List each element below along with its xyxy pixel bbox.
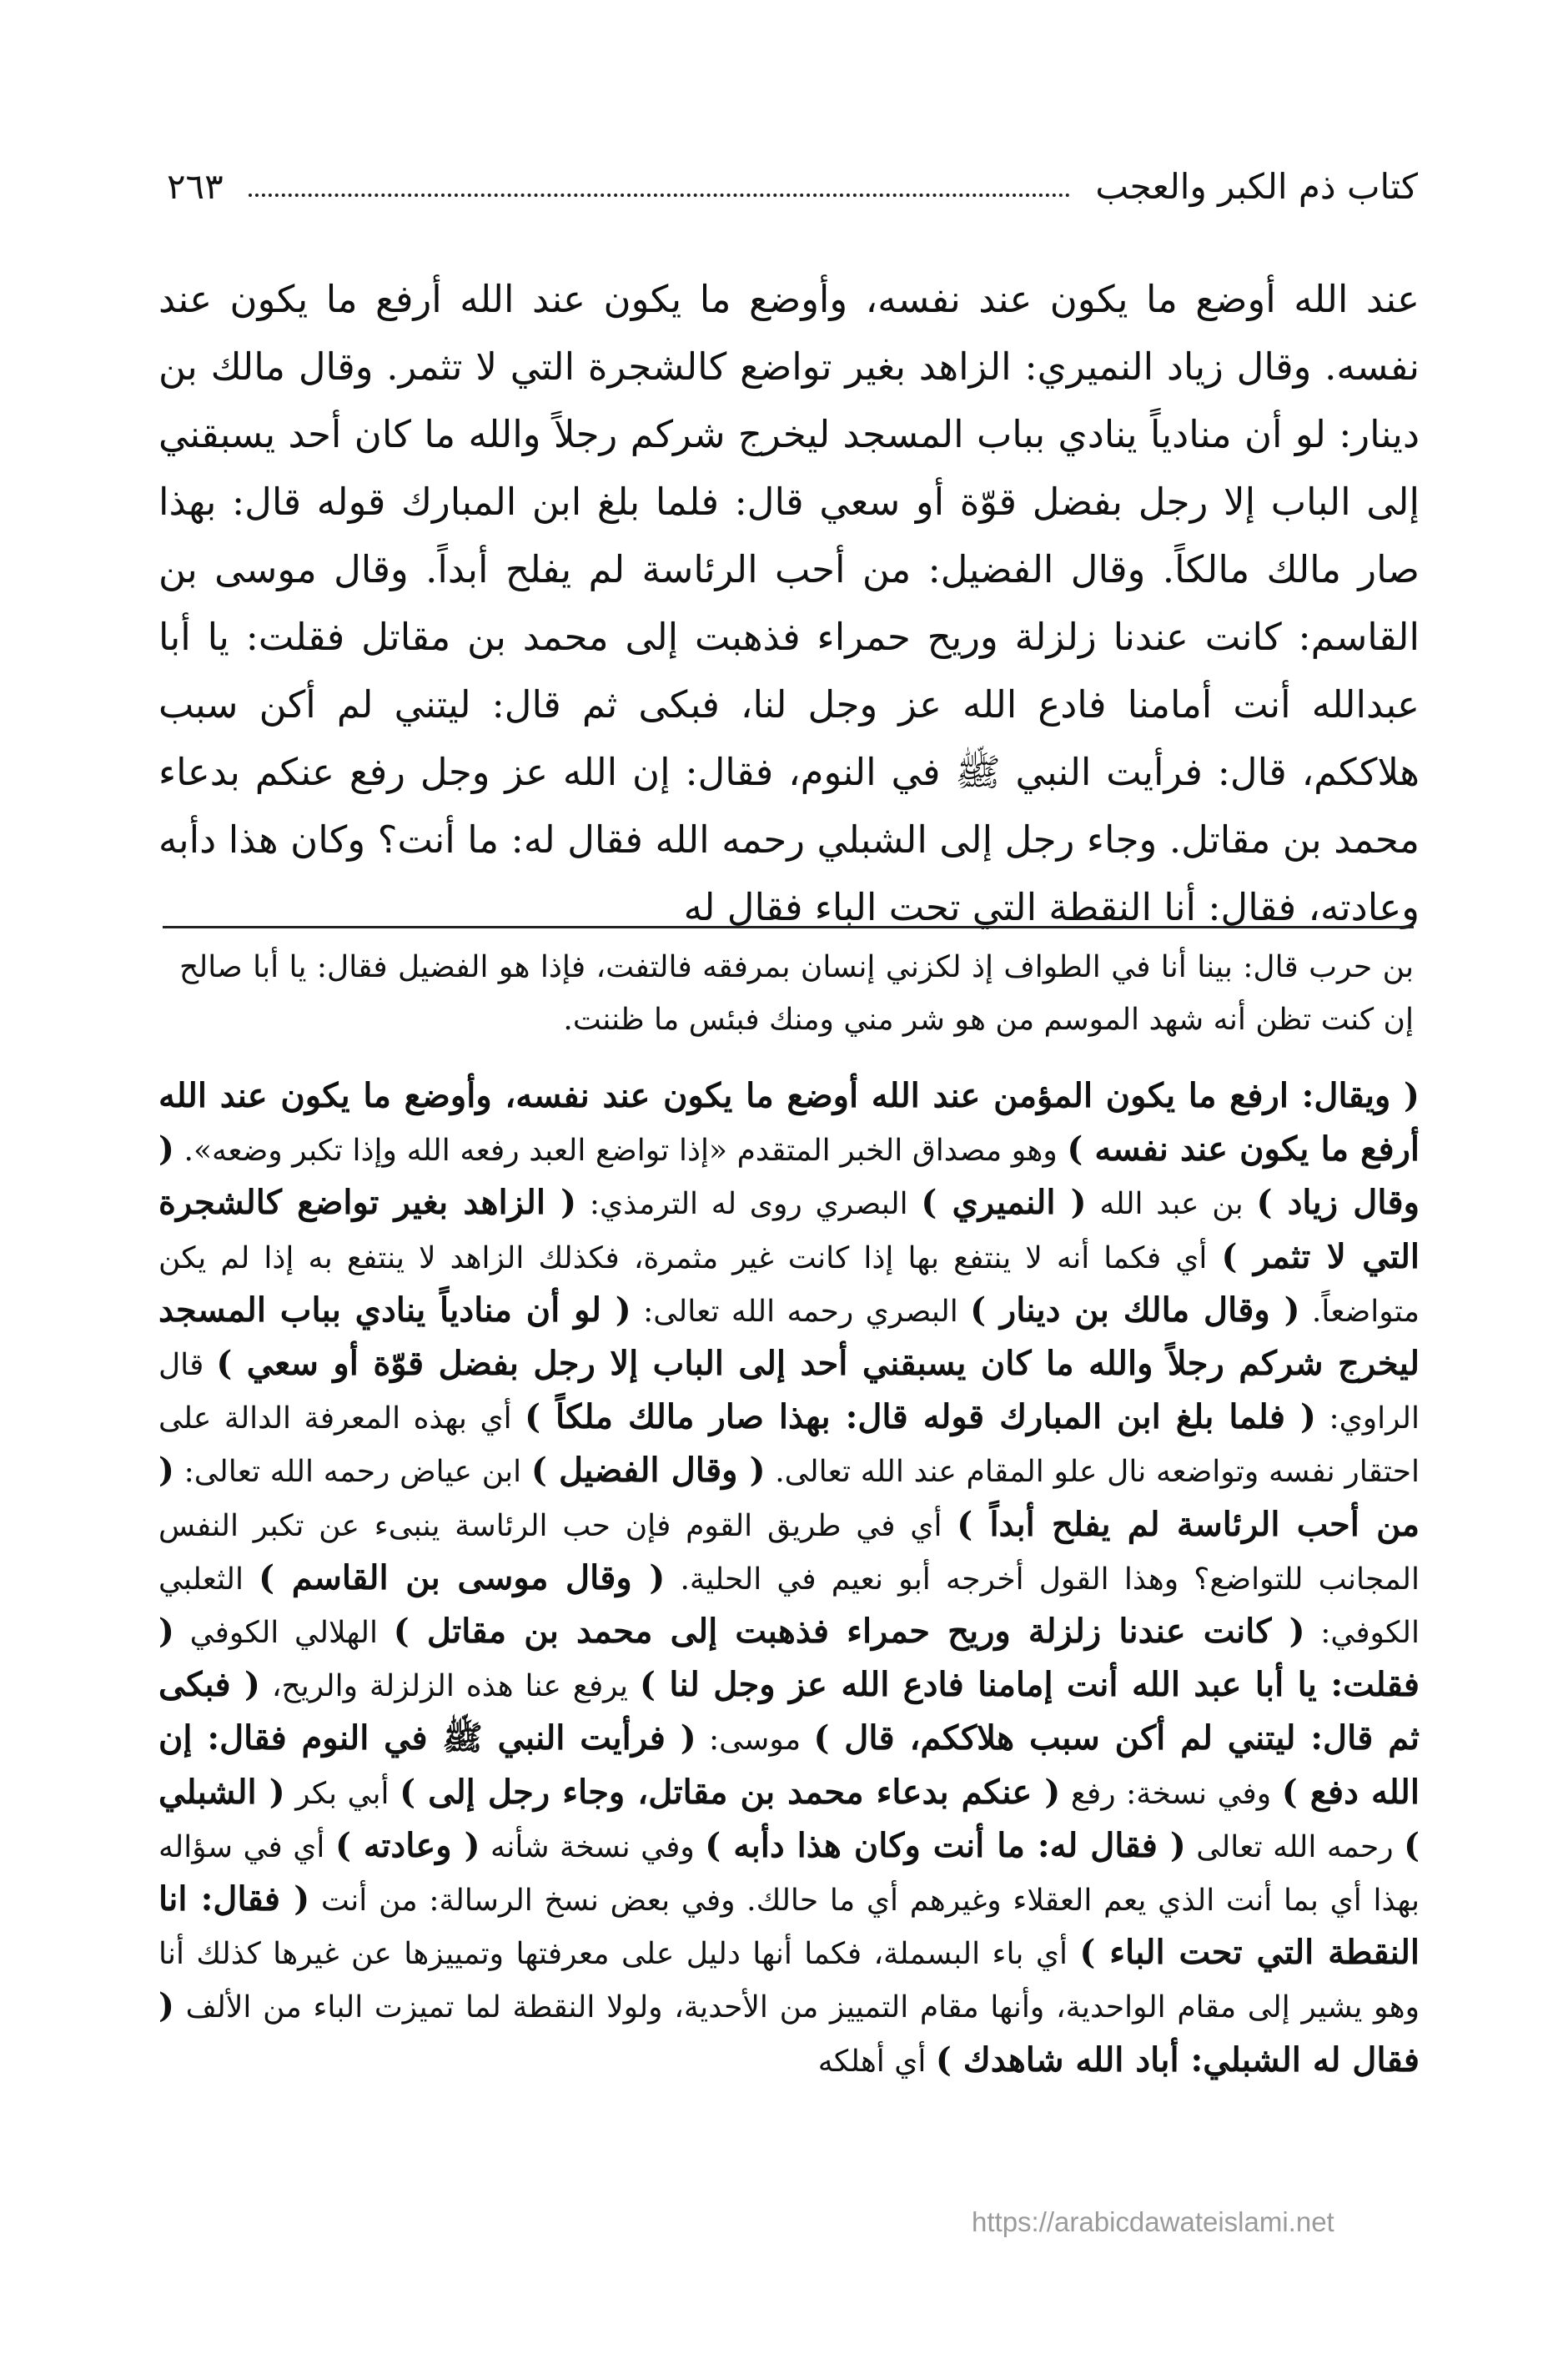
continued-footnote-text: بن حرب قال: بينا أنا في الطواف إذ لكزني إنسان بمرفقه فالتفت، فإذا هو الفضيل فقال: يا أبا صالح إن كنت تظن أنه شهد الموسم من هو شر مني ومنك فبئس ما ظننت. [179, 950, 1414, 1037]
quoted-matn-segment: ( فلما بلغ ابن المبارك قوله قال: بهذا صار مالك ملكاً ) [525, 1397, 1316, 1437]
commentary-segment: قال الراوي: [158, 1348, 1420, 1436]
book-title: كتاب ذم الكبر والعجب [1095, 166, 1418, 207]
quoted-matn-segment: ( ويقال: ارفع ما يكون المؤمن عند الله أوضع ما يكون عند نفسه، وأوضع ما يكون عند الله أرفع ما يكون عند نفسه ) [158, 1076, 1420, 1169]
commentary-segment: بن عبد الله [1086, 1187, 1257, 1222]
commentary-segment: الهلالي الكوفي [173, 1616, 394, 1651]
quoted-matn-segment: ( فقال له الشبلي: أباد الله شاهدك ) [158, 1986, 1420, 2080]
quoted-matn-segment: ( النميري ) [921, 1183, 1087, 1223]
quoted-matn-segment: ( وقال الفضيل ) [530, 1451, 766, 1491]
quoted-matn-segment: ( لو أن منادياً ينادي بباب المسجد ليخرج شركم رجلاً والله ما كان يسبقني أحد إلى الباب إلا رجل بفضل قوّة أو سعي ) [158, 1290, 1420, 1384]
header-dot-leader [249, 190, 1071, 197]
commentary-segment: وفي نسخة شأنه [480, 1829, 706, 1864]
commentary-segment: أي باء البسملة، فكما أنها دليل على معرفتها وتمييزها عن غيرها كذلك أنا وهو يشير إلى مقام الواحدية، وأنها مقام التمييز من الأحدية، ولولا النقطة لما تميزت الباء من الألف [158, 1937, 1420, 2025]
quoted-matn-segment: ( كانت عندنا زلزلة وريح حمراء فذهبت إلى محمد بن مقاتل ) [393, 1612, 1305, 1652]
commentary-segment: موسى: [696, 1723, 814, 1758]
commentary-segment: الثعلبي الكوفي: [158, 1562, 1420, 1651]
quoted-matn-segment: ( فقال له: ما أنت وكان هذا دأبه ) [705, 1825, 1186, 1865]
quoted-matn-segment: ( من أحب الرئاسة لم يفلح أبداً ) [158, 1451, 1420, 1544]
commentary-segment: وفي نسخة: رفع [1060, 1776, 1282, 1811]
commentary-segment: أي بهذه المعرفة الدالة على احتقار نفسه وتواضعه نال علو المقام عند الله تعالى. [158, 1401, 1420, 1490]
commentary-segment: البصري رحمه الله تعالى: [631, 1294, 971, 1329]
commentary-segment: رحمه الله تعالى [1185, 1829, 1405, 1864]
main-text-block [158, 265, 1420, 941]
quoted-matn-segment: ( فرأيت النبي ﷺ في النوم فقال: إن الله دفع ) [158, 1718, 1420, 1812]
quoted-matn-segment: ( فقلت: يا أبا عبد الله أنت إمامنا فادع الله عز وجل لنا ) [158, 1612, 1420, 1705]
commentary-segment: أي في طريق القوم فإن حب الرئاسة ينبىء عن تكبر النفس المجانب للتواضع؟ وهذا القول أخرجه أبو نعيم في الحلية. [158, 1508, 1420, 1597]
watermark-url: https://arabicdawateislami.net [972, 2206, 1334, 2237]
commentary-block [158, 1070, 1420, 2088]
quoted-matn-segment: ( الزاهد بغير تواضع كالشجرة التي لا تثمر ) [158, 1183, 1420, 1276]
quoted-matn-segment: ( فقال: انا النقطة التي تحت الباء ) [158, 1879, 1420, 1973]
commentary-segment: وهو مصداق الخبر المتقدم «إذا تواضع العبد رفعه الله وإذا تكبر وضعه». [173, 1134, 1068, 1169]
page-number: ٢٦٣ [167, 166, 224, 207]
commentary-segment: أي فكما أنه لا ينتفع بها إذا كانت غير مثمرة، فكذلك الزاهد لا ينتفع به إذا لم يكن متواضعاً. [158, 1240, 1420, 1329]
commentary-segment: أي أهلكه [817, 2044, 936, 2079]
running-header [167, 148, 1418, 207]
commentary-segment: يرفع عنا هذه الزلزلة والريح، [259, 1669, 640, 1704]
quoted-matn-segment: ( الشبلي ) [158, 1772, 1420, 1865]
main-text: عند الله أوضع ما يكون عند نفسه، وأوضع ما يكون عند الله أرفع ما يكون عند نفسه. وقال زياد النميري: الزاهد بغير تواضع كالشجرة التي لا تثمر. وقال مالك بن دينار: لو أن منادياً ينادي بباب المسجد ليخرج شركم رجلاً والله ما كان أحد يسبقني إلى الباب إلا رجل بفضل قوّة أو سعي قال: فلما بلغ ابن المبارك قوله قال: بهذا صار مالك مالكاً. وقال الفضيل: من أحب الرئاسة لم يفلح أبداً. وقال موسى بن القاسم: كانت عندنا زلزلة وريح حمراء فذهبت إلى محمد بن مقاتل فقلت: يا أبا عبدالله أنت أمامنا فادع الله عز وجل لنا، فبكى ثم قال: ليتني لم أكن سبب هلاككم، قال: فرأيت النبي ﷺ في النوم، فقال: إن الله عز وجل رفع عنكم بدعاء محمد بن مقاتل. وجاء رجل إلى الشبلي رحمه الله فقال له: ما أنت؟ وكان هذا دأبه وعادته، فقال: أنا النقطة التي تحت الباء فقال له [158, 277, 1420, 929]
continued-footnote [179, 941, 1414, 1046]
quoted-matn-segment: ( وقال مالك بن دينار ) [970, 1290, 1300, 1330]
commentary-segment: ابن عياض رحمه الله تعالى: [173, 1455, 531, 1490]
commentary-segment: البصري روى له الترمذي: [576, 1187, 922, 1222]
quoted-matn-segment: ( وقال موسى بن القاسم ) [259, 1557, 666, 1597]
commentary-segment: أبي بكر [284, 1776, 400, 1811]
quoted-matn-segment: ( فبكى ثم قال: ليتني لم أكن سبب هلاككم، قال ) [158, 1665, 1420, 1758]
commentary-segment: أي في سؤاله بهذا أي بما أنت الذي يعم العقلاء وغيرهم أي ما حالك. وفي بعض نسخ الرسالة: من أنت [158, 1829, 1420, 1919]
quoted-matn-segment: ( عنكم بدعاء محمد بن مقاتل، وجاء رجل إلى ) [400, 1772, 1061, 1812]
commentary-text [158, 1070, 1420, 2088]
quoted-matn-segment: ( وعادته ) [334, 1825, 480, 1865]
footnote-separator [163, 926, 1414, 928]
quoted-matn-segment: ( وقال زياد ) [158, 1129, 1420, 1223]
